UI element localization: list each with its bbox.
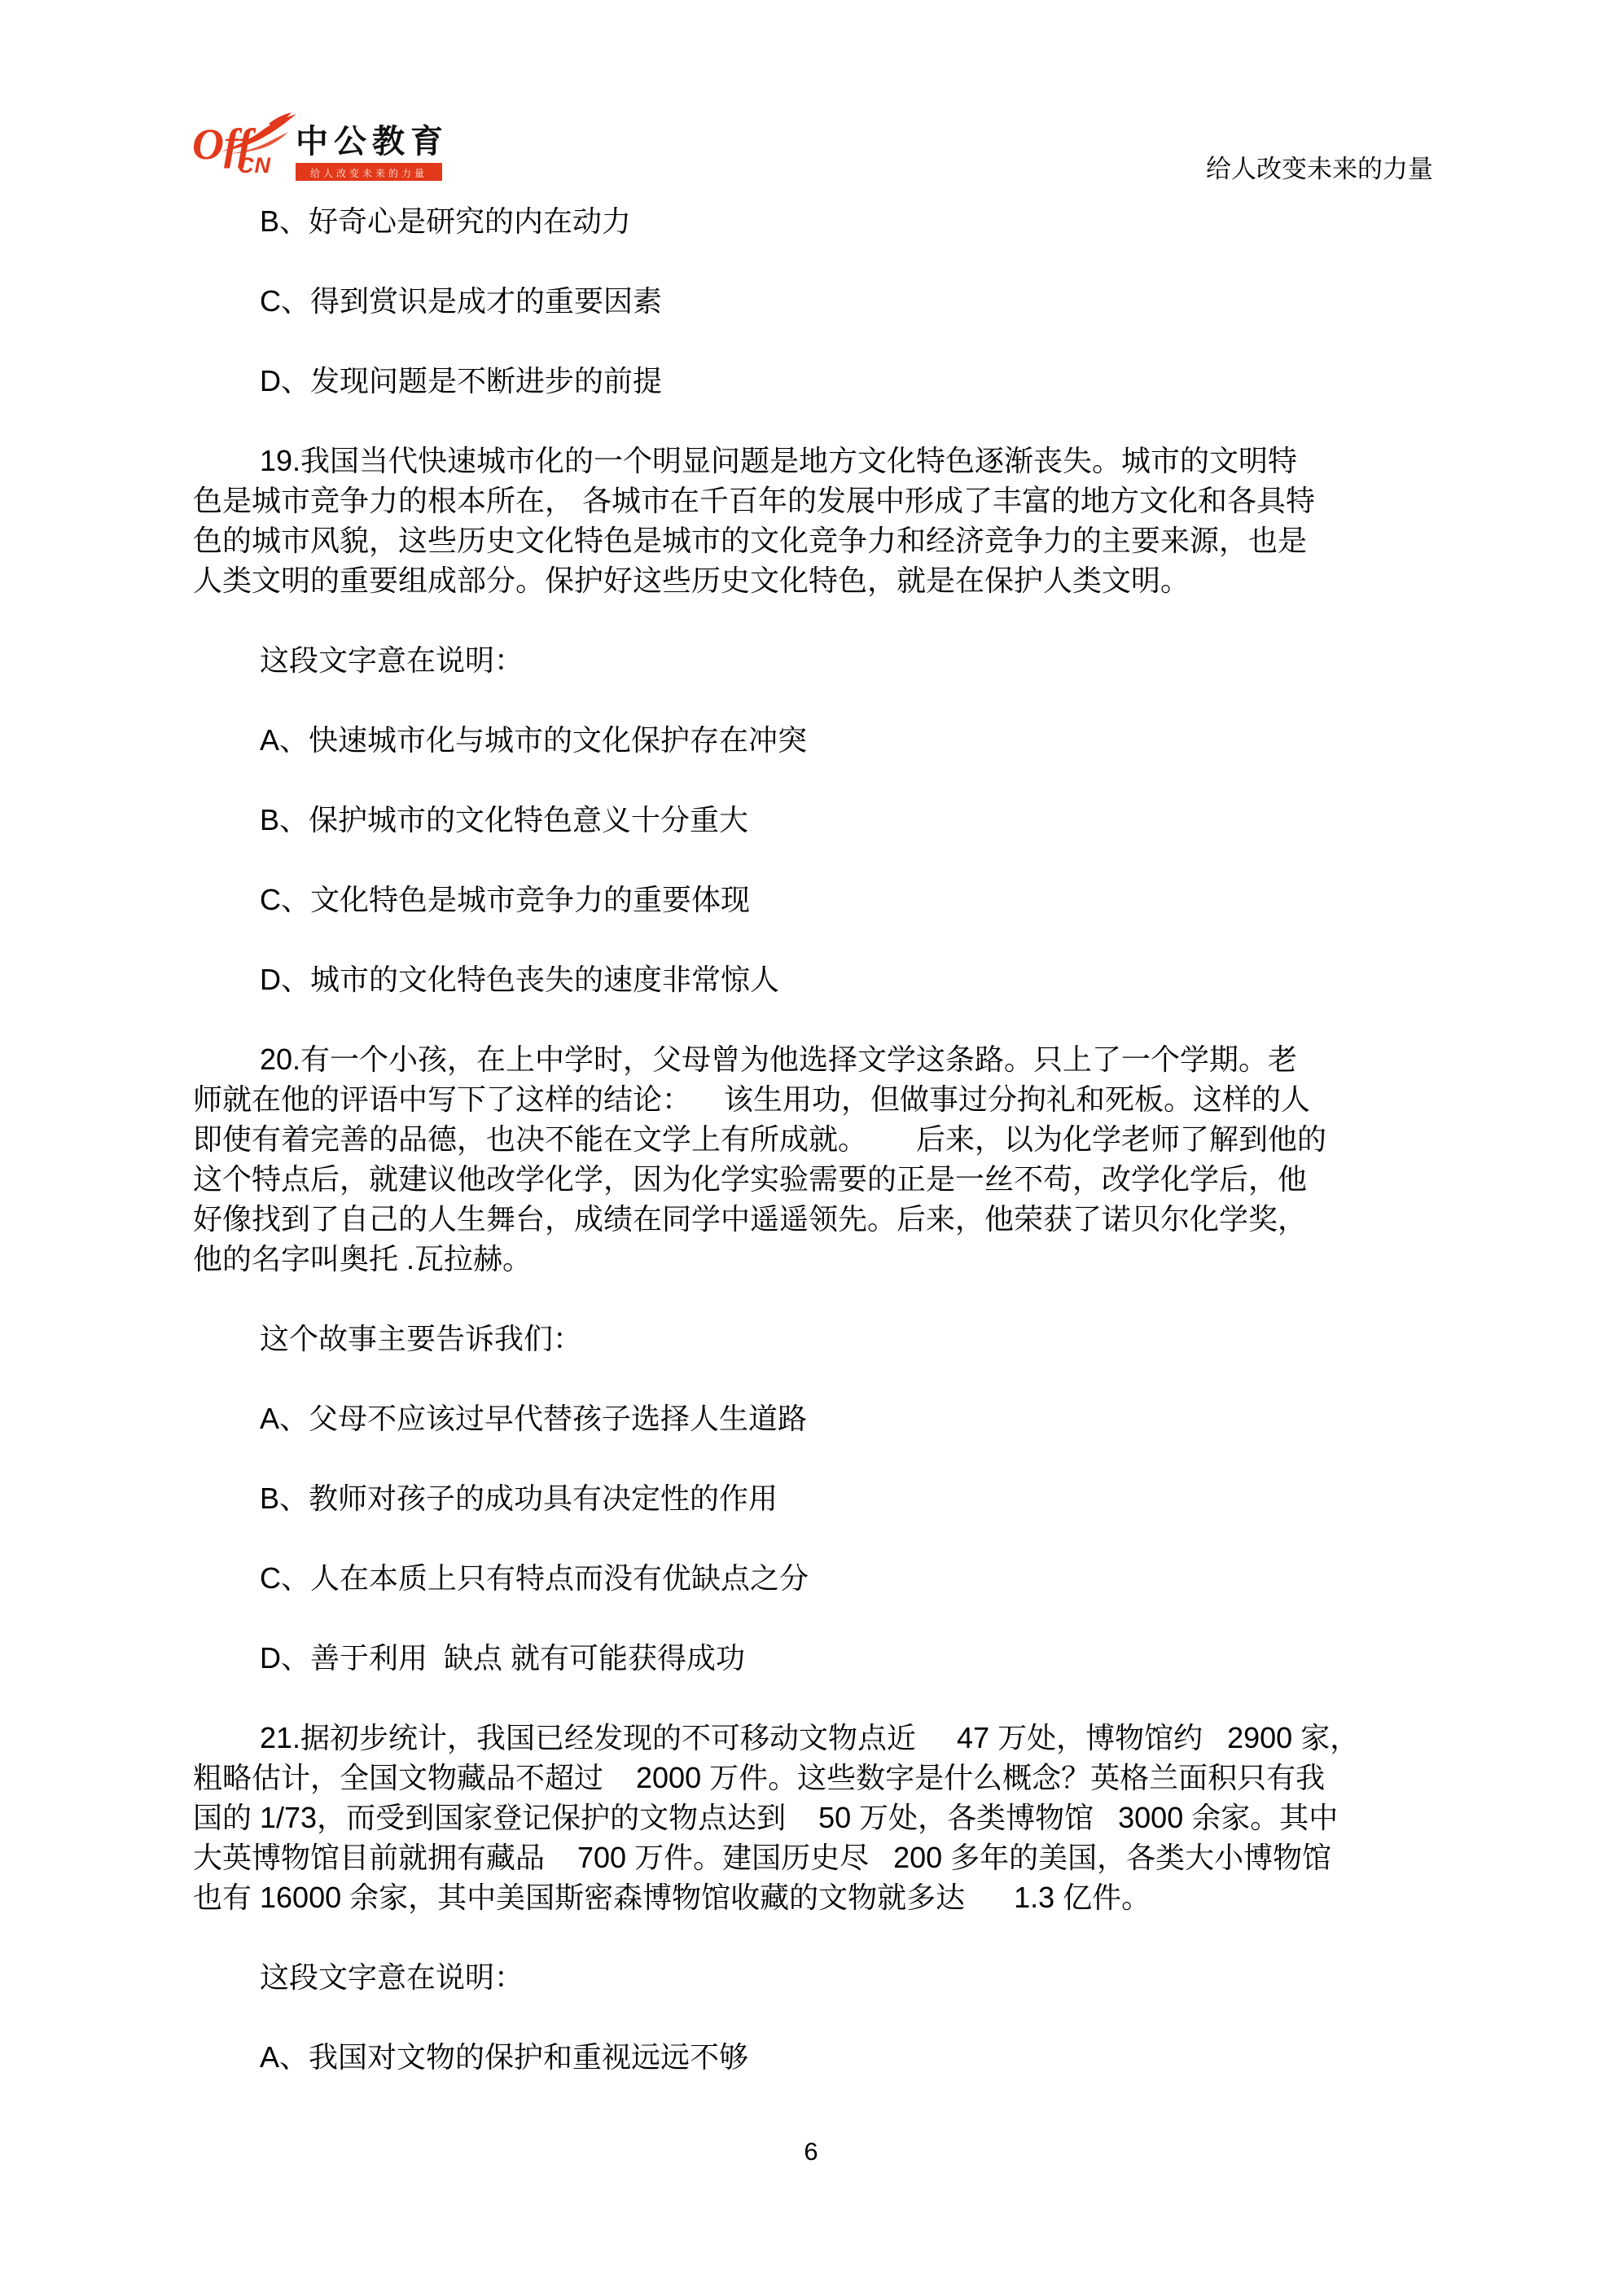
paragraph-line: 即使有着完善的品德，也决不能在文学上有所成就。 后来，以为化学老师了解到他的 bbox=[193, 1122, 1327, 1156]
answer-option bbox=[193, 1478, 1447, 1518]
question-paragraph bbox=[193, 1718, 1447, 1917]
logo-slogan-text: 给人改变未来的力量 bbox=[309, 167, 427, 179]
offcn-logo-script bbox=[192, 117, 294, 184]
question-paragraph bbox=[193, 1039, 1447, 1279]
page-number: 6 bbox=[804, 2137, 818, 2166]
logo-off-text: Off bbox=[192, 120, 252, 169]
answer-option bbox=[193, 1558, 1447, 1598]
option-text: A、我国对文物的保护和重视远远不够 bbox=[260, 2040, 749, 2074]
option-text: D、善于利用 缺点 就有可能获得成功 bbox=[260, 1641, 746, 1675]
logo-brand-name: 中公教育 bbox=[296, 124, 449, 160]
paragraph-line: 19.我国当代快速城市化的一个明显问题是地方文化特色逐渐丧失。城市的文明特 bbox=[260, 444, 1298, 477]
option-text: D、发现问题是不断进步的前提 bbox=[260, 364, 662, 397]
paragraph-line: 21.据初步统计，我国已经发现的不可移动文物点近 47 万处，博物馆约 2900 家， bbox=[260, 1721, 1360, 1754]
stem-text: 这段文字意在说明： bbox=[260, 643, 524, 677]
stem-text: 这段文字意在说明： bbox=[260, 1960, 524, 1994]
answer-option bbox=[193, 361, 1447, 401]
option-text: A、父母不应该过早代替孩子选择人生道路 bbox=[260, 1402, 808, 1435]
answer-option bbox=[193, 1638, 1447, 1678]
option-text: C、得到赏识是成才的重要因素 bbox=[260, 284, 662, 318]
paragraph-line: 大英博物馆目前就拥有藏品 700 万件。建国历史尽 200 多年的美国，各类大小博物馆 bbox=[193, 1841, 1332, 1874]
option-text: B、教师对孩子的成功具有决定性的作用 bbox=[260, 1482, 778, 1515]
question-paragraph bbox=[193, 441, 1447, 600]
paragraph-line: 色是城市竞争力的根本所在， 各城市在千百年的发展中形成了丰富的地方文化和各具特 bbox=[193, 484, 1316, 517]
option-text: C、文化特色是城市竞争力的重要体现 bbox=[260, 883, 750, 916]
logo-slogan-banner bbox=[296, 163, 442, 181]
option-text: B、保护城市的文化特色意义十分重大 bbox=[260, 803, 749, 836]
paragraph-line: 色的城市风貌，这些历史文化特色是城市的文化竞争力和经济竞争力的主要来源，也是 bbox=[193, 524, 1308, 557]
answer-option bbox=[193, 880, 1447, 920]
paragraph-line: 这个特点后，就建议他改学化学，因为化学实验需要的正是一丝不苟，改学化学后，他 bbox=[193, 1162, 1308, 1196]
paragraph-line: 师就在他的评语中写下了这样的结论： 该生用功，但做事过分拘礼和死板。这样的人 bbox=[193, 1082, 1311, 1116]
answer-option bbox=[193, 1398, 1447, 1438]
question-stem bbox=[193, 1319, 1447, 1359]
option-text: B、好奇心是研究的内在动力 bbox=[260, 204, 632, 238]
option-text: A、快速城市化与城市的文化保护存在冲突 bbox=[260, 723, 808, 757]
paragraph-line: 20.有一个小孩，在上中学时，父母曾为他选择文学这条路。只上了一个学期。老 bbox=[260, 1043, 1298, 1076]
offcn-logo bbox=[192, 116, 453, 186]
option-text: C、人在本质上只有特点而没有优缺点之分 bbox=[260, 1561, 809, 1595]
answer-option bbox=[193, 201, 1447, 241]
paragraph-line: 他的名字叫奥托 .瓦拉赫。 bbox=[193, 1242, 533, 1275]
logo-cn-text: CN bbox=[238, 153, 271, 178]
paragraph-line: 国的 1/73，而受到国家登记保护的文物点达到 50 万处，各类博物馆 3000 余家。其中 bbox=[193, 1801, 1339, 1834]
answer-option bbox=[193, 720, 1447, 760]
page-header bbox=[0, 0, 1622, 228]
paragraph-line: 人类文明的重要组成部分。保护好这些历史文化特色，就是在保护人类文明。 bbox=[193, 564, 1190, 597]
answer-option bbox=[193, 281, 1447, 321]
header-tagline: 给人改变未来的力量 bbox=[1206, 155, 1433, 183]
question-stem bbox=[193, 1957, 1447, 1997]
paragraph-line: 好像找到了自己的人生舞台，成绩在同学中遥遥领先。后来，他荣获了诺贝尔化学奖， bbox=[193, 1202, 1308, 1236]
answer-option bbox=[193, 800, 1447, 840]
stem-text: 这个故事主要告诉我们： bbox=[260, 1322, 583, 1355]
paragraph-line: 也有 16000 余家，其中美国斯密森博物馆收藏的文物就多达 1.3 亿件。 bbox=[193, 1881, 1151, 1914]
option-text: D、城市的文化特色丧失的速度非常惊人 bbox=[260, 963, 779, 996]
paragraph-line: 粗略估计，全国文物藏品不超过 2000 万件。这些数字是什么概念？英格兰面积只有我 bbox=[193, 1761, 1326, 1794]
question-stem bbox=[193, 640, 1447, 680]
answer-option bbox=[193, 2037, 1447, 2077]
document-body bbox=[193, 201, 1447, 2117]
answer-option bbox=[193, 959, 1447, 999]
